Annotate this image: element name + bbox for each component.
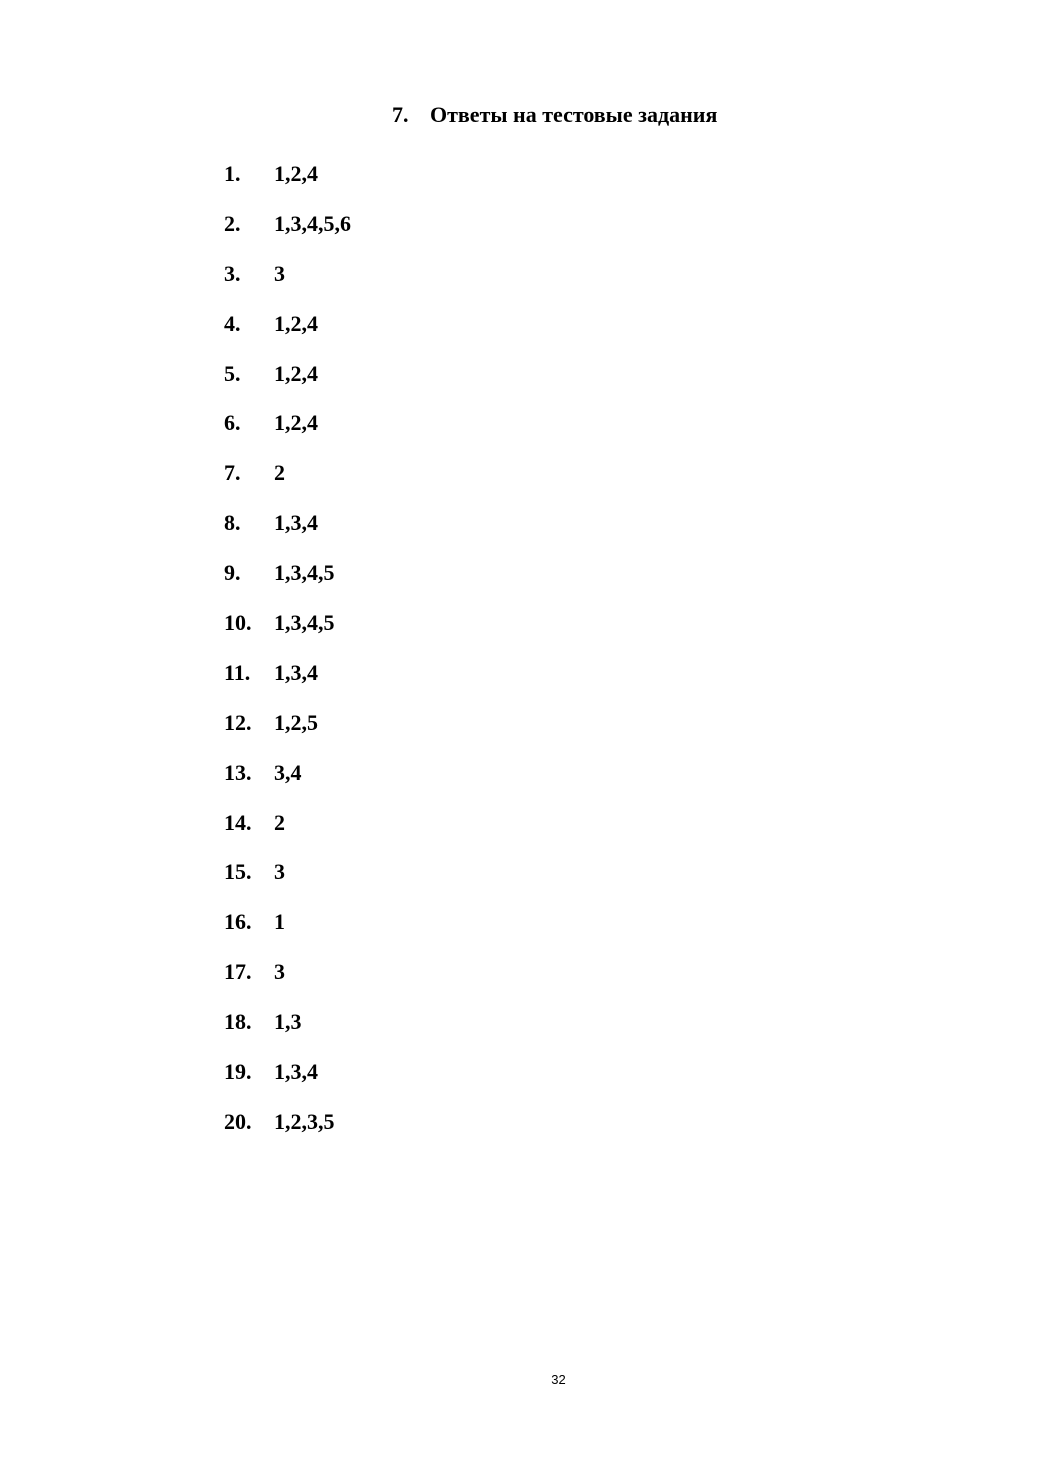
answer-item: [224, 407, 351, 457]
answer-number: 3.: [224, 260, 241, 286]
answer-value: 1: [274, 909, 285, 935]
answer-number: 8.: [224, 510, 241, 536]
answer-value: 1,3,4: [274, 659, 318, 685]
answer-number: 16.: [224, 909, 252, 935]
answer-number: 18.: [224, 1009, 252, 1035]
answer-item: [224, 208, 351, 258]
answer-value: 3: [274, 959, 285, 985]
section-title: Ответы на тестовые задания: [430, 102, 718, 127]
page-number: 32: [551, 1372, 566, 1387]
answer-item: [224, 707, 351, 757]
answer-value: 1,3: [274, 1009, 302, 1035]
answer-number: 2.: [224, 210, 241, 236]
answer-item: [224, 557, 351, 607]
answer-item: [224, 607, 351, 657]
answer-value: 1,2,4: [274, 360, 318, 386]
answer-value: 1,3,4: [274, 510, 318, 536]
answer-item: [224, 757, 351, 807]
answer-number: 4.: [224, 310, 241, 336]
answer-number: 19.: [224, 1059, 252, 1085]
answer-value: 1,2,4: [274, 310, 318, 336]
answer-item: [224, 158, 351, 208]
answer-number: 6.: [224, 410, 241, 436]
answer-value: 1,2,3,5: [274, 1108, 335, 1134]
answer-value: 1,3,4,5: [274, 560, 335, 586]
answer-number: 9.: [224, 560, 241, 586]
answer-item: [224, 1006, 351, 1056]
answer-number: 17.: [224, 959, 252, 985]
answer-item: [224, 657, 351, 707]
answer-number: 1.: [224, 161, 241, 186]
answer-number: 14.: [224, 809, 252, 835]
answer-value: 1,2,5: [274, 709, 318, 735]
answer-number: 15.: [224, 859, 252, 885]
answer-item: [224, 308, 351, 358]
answer-number: 20.: [224, 1108, 252, 1134]
answer-number: 12.: [224, 709, 252, 735]
answer-item: [224, 1106, 351, 1156]
answer-item: [224, 856, 351, 906]
answer-item: [224, 906, 351, 956]
answer-value: 3: [274, 260, 285, 286]
answer-value: 1,3,4,5,6: [274, 210, 351, 236]
section-number: 7.: [392, 102, 409, 127]
answer-item: [224, 507, 351, 557]
answer-item: [224, 358, 351, 408]
answer-item: [224, 807, 351, 857]
answer-value: 3,4: [274, 759, 302, 785]
answer-number: 11.: [224, 659, 251, 685]
answer-value: 1,3,4,5: [274, 610, 335, 636]
answer-value: 1,3,4: [274, 1059, 318, 1085]
answer-value: 3: [274, 859, 285, 885]
answer-item: [224, 1056, 351, 1106]
answer-value: 1,2,4: [274, 410, 318, 436]
answer-number: 10.: [224, 610, 252, 636]
section-heading: [392, 100, 717, 130]
answer-value: 2: [274, 809, 285, 835]
answer-number: 13.: [224, 759, 252, 785]
answer-item: [224, 457, 351, 507]
answer-item: [224, 258, 351, 308]
answer-number: 7.: [224, 460, 241, 486]
answer-item: [224, 956, 351, 1006]
answer-value: 1,2,4: [274, 161, 318, 186]
answer-value: 2: [274, 460, 285, 486]
answers-list: [224, 158, 351, 1156]
answer-number: 5.: [224, 360, 241, 386]
